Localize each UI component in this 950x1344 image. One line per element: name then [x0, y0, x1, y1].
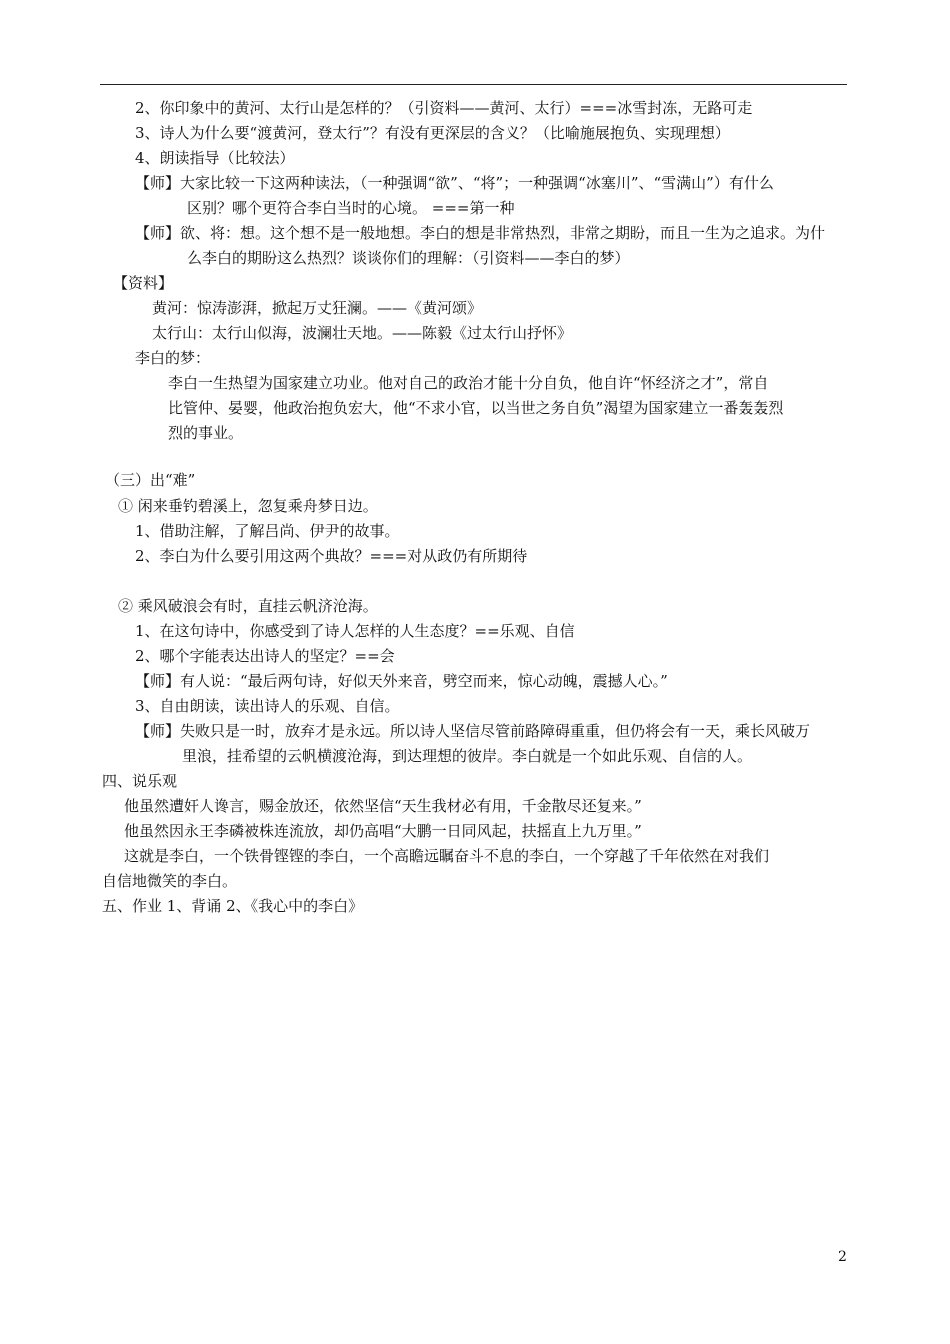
text-line: 里浪，挂希望的云帆横渡沧海，到达理想的彼岸。李白就是一个如此乐观、自信的人。 — [182, 747, 753, 765]
section-heading: （三）出“难” — [105, 471, 196, 489]
page-number: 2 — [838, 1249, 847, 1265]
text-line: 2、你印象中的黄河、太行山是怎样的？（引资料——黄河、太行）===冰雪封冻，无路可走 — [135, 99, 753, 117]
text-line: 2、李白为什么要引用这两个典故？===对从政仍有所期待 — [135, 547, 528, 565]
text-line: 3、自由朗读，读出诗人的乐观、自信。 — [135, 697, 400, 715]
text-line: 【师】欲、将：想。这个想不是一般地想。李白的想是非常热烈，非常之期盼，而且一生为之追求。为什 — [135, 224, 826, 242]
text-line: 1、借助注解，了解吕尚、伊尹的故事。 — [135, 522, 400, 540]
text-line: 黄河：惊涛澎湃，掀起万丈狂澜。——《黄河颂》 — [152, 299, 483, 317]
text-line: 【师】大家比较一下这两种读法，（一种强调“欲”、“将”；一种强调“冰塞川”、“雪满山”）有什么 — [135, 174, 774, 192]
text-line: 3、诗人为什么要“渡黄河，登太行”？有没有更深层的含义？（比喻施展抱负、实现理想） — [135, 124, 730, 142]
text-line: 【师】失败只是一时，放弃才是永远。所以诗人坚信尽管前路障碍重重，但仍将会有一天，乘长风破万 — [135, 722, 811, 740]
text-line: 他虽然遭奸人谗言，赐金放还，依然坚信“天生我材必有用，千金散尽还复来。” — [124, 797, 642, 815]
section-heading: 五、作业 1、背诵 2、《我心中的李白》 — [102, 897, 364, 915]
text-line: ① 闲来垂钓碧溪上，忽复乘舟梦日边。 — [118, 497, 378, 515]
text-line: 烈的事业。 — [168, 424, 244, 442]
text-line: 比管仲、晏婴，他政治抱负宏大，他“不求小官，以当世之务自负”渴望为国家建立一番轰轰烈 — [168, 399, 784, 417]
text-line: 太行山：太行山似海，波澜壮天地。——陈毅《过太行山抒怀》 — [152, 324, 573, 342]
text-line: 他虽然因永王李磷被株连流放，却仍高唱“大鹏一日同风起，扶摇直上九万里。” — [124, 822, 642, 840]
text-line: 李白的梦： — [135, 349, 211, 367]
text-line: 这就是李白，一个铁骨铿铿的李白，一个高瞻远瞩奋斗不息的李白，一个穿越了千年依然在对我们 — [124, 847, 770, 865]
text-line: 4、朗读指导（比较法） — [135, 149, 295, 167]
text-line: 区别？哪个更符合李白当时的心境。 ===第一种 — [187, 199, 515, 217]
text-line: 自信地微笑的李白。 — [102, 872, 238, 890]
text-line: 【资料】 — [113, 274, 174, 292]
header-rule — [100, 84, 847, 85]
text-line: 2、哪个字能表达出诗人的坚定？==会 — [135, 647, 395, 665]
section-heading: 四、说乐观 — [102, 772, 178, 790]
text-line: 【师】有人说：“最后两句诗，好似天外来音，劈空而来，惊心动魄，震撼人心。” — [135, 672, 668, 690]
text-line: 1、在这句诗中，你感受到了诗人怎样的人生态度？==乐观、自信 — [135, 622, 575, 640]
text-line: 么李白的期盼这么热烈？谈谈你们的理解：（引资料——李白的梦） — [187, 249, 630, 267]
text-line: 李白一生热望为国家建立功业。他对自己的政治才能十分自负，他自许“怀经济之才”，常自 — [168, 374, 769, 392]
text-line: ② 乘风破浪会有时，直挂云帆济沧海。 — [118, 597, 378, 615]
